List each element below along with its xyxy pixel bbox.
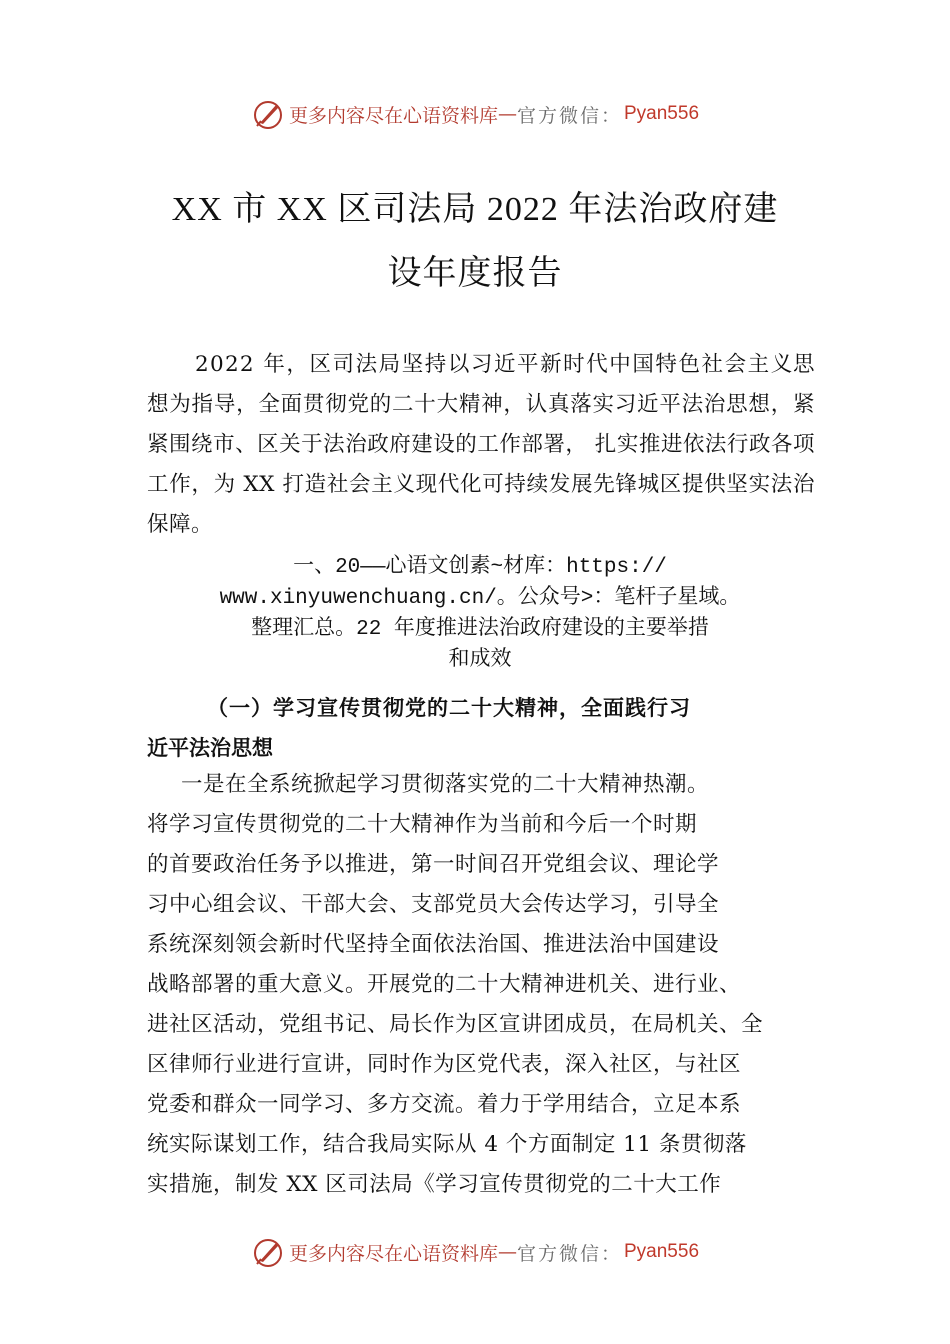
section-heading-1 <box>160 552 800 676</box>
banner-dash: — <box>497 1241 517 1263</box>
banner-wechat-id: Pyan556 <box>624 103 700 124</box>
body-line: 战略部署的重大意义。开展党的二十大精神进机关、进行业、 <box>147 972 742 997</box>
banner-wechat-label: 官方微信： <box>516 1242 622 1265</box>
banner-text: 更多内容尽在心语资料库 <box>288 1242 498 1265</box>
subsection-heading-1 <box>147 688 815 768</box>
title-line-2: 设年度报告 <box>387 255 563 292</box>
banner-dash: — <box>497 103 517 125</box>
intro-line-2: 义思想为指导，全面贯彻党的二十大精神，认真落实习近平法 <box>147 352 815 417</box>
quill-logo-icon <box>251 97 285 131</box>
section1-line-4: 和成效 <box>448 649 512 672</box>
body-paragraph <box>147 765 815 1205</box>
body-line: 进社区活动，党组书记、局长作为区宣讲团成员，在局机关、全 <box>147 1012 764 1037</box>
body-line: 统实际谋划工作，结合我局实际从 4 个方面制定 11 条贯彻落 <box>147 1132 747 1157</box>
banner-wechat-label: 官方微信： <box>516 104 622 127</box>
footer-banner <box>0 1230 950 1274</box>
intro-paragraph <box>147 345 815 545</box>
body-line: 一是在全系统掀起学习贯彻落实党的二十大精神热潮。 <box>181 772 710 797</box>
quill-logo-icon <box>251 1235 285 1269</box>
section1-line-3: 整理汇总。22 年度推进法治政府建设的主要举措 <box>251 618 709 641</box>
banner-text: 更多内容尽在心语资料库 <box>288 104 498 127</box>
subsection1-line-2: 近平法治思想 <box>147 735 273 760</box>
intro-line-3: 治思想，紧紧围绕市、区关于法治政府建设的工作部署， 扎 <box>147 392 815 457</box>
body-line: 习中心组会议、干部大会、支部党员大会传达学习，引导全 <box>147 892 720 917</box>
banner-wechat-id: Pyan556 <box>624 1241 700 1262</box>
header-banner <box>0 92 950 136</box>
body-line: 将学习宣传贯彻党的二十大精神作为当前和今后一个时期 <box>147 812 698 837</box>
subsection1-line-1: （一）学习宣传贯彻党的二十大精神，全面践行习 <box>207 695 691 720</box>
body-line: 区律师行业进行宣讲，同时作为区党代表，深入社区，与社区 <box>147 1052 742 1077</box>
body-line: 的首要政治任务予以推进，第一时间召开党组会议、理论学 <box>147 852 720 877</box>
intro-line-4: 实推进依法行政各项工作，为 XX 打造社会主义现代化可持 <box>147 432 815 497</box>
section1-line-1: 一、20——心语文创素~材库：https:// <box>293 556 667 579</box>
section1-line-2: www.xinyuwenchuang.cn/。公众号>：笔杆子星域。 <box>219 587 741 610</box>
document-title <box>120 178 830 306</box>
body-line: 党委和群众一同学习、多方交流。着力于学用结合，立足本系 <box>147 1092 742 1117</box>
body-line: 系统深刻领会新时代坚持全面依法治国、推进法治中国建设 <box>147 932 720 957</box>
intro-line-5: 续发展先锋城区提供坚实法治保障。 <box>147 472 815 537</box>
body-line: 实措施，制发 XX 区司法局《学习宣传贯彻党的二十大工作 <box>147 1172 722 1197</box>
intro-line-1: 2022 年，区司法局坚持以习近平新时代中国特色社会主 <box>195 352 771 377</box>
title-line-1: XX 市 XX 区司法局 2022 年法治政府建 <box>171 191 779 228</box>
